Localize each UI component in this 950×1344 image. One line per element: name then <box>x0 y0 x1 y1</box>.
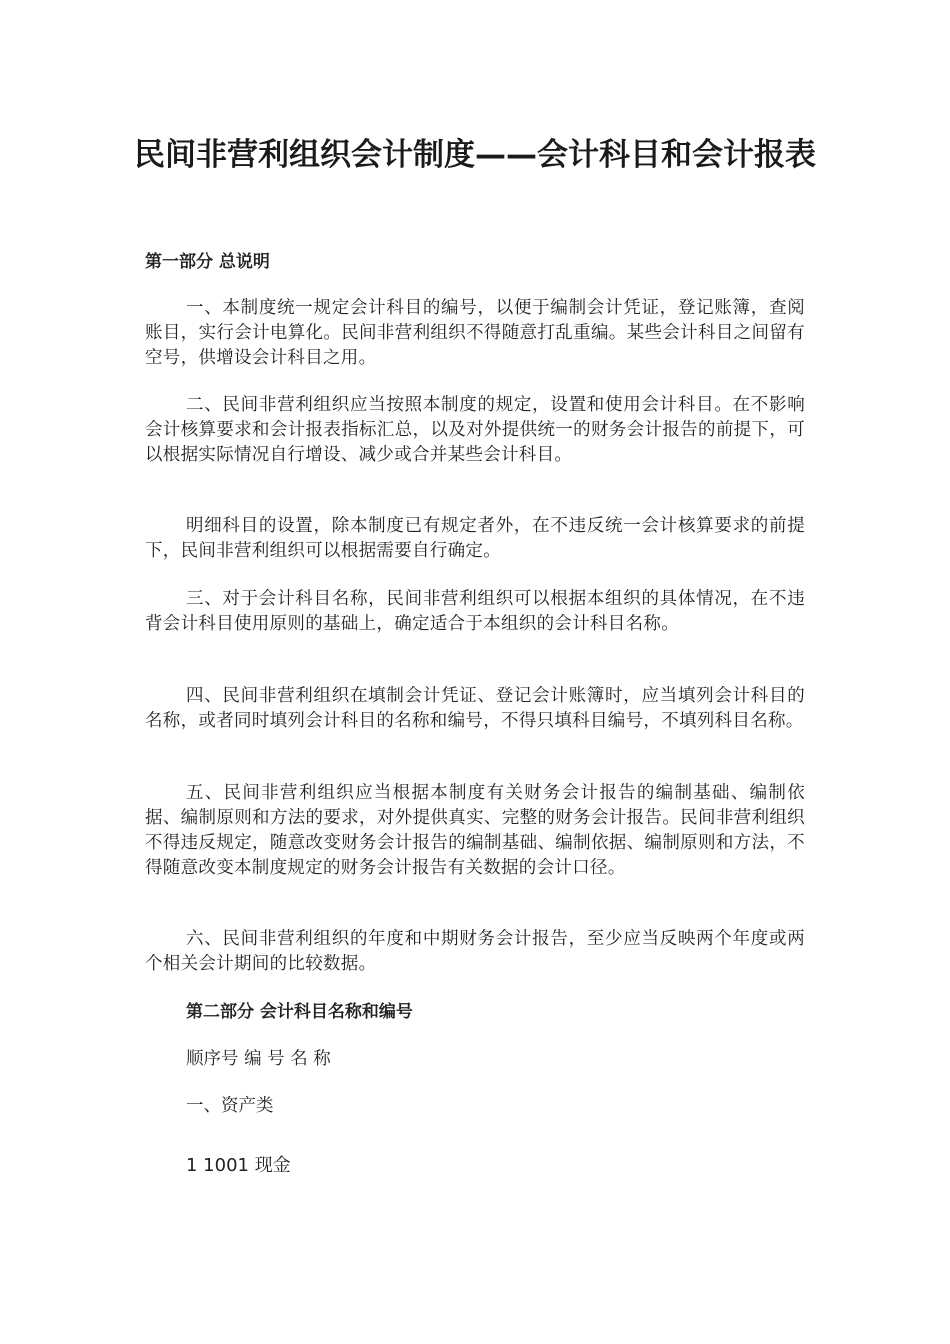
paragraph-3: 明细科目的设置，除本制度已有规定者外，在不违反统一会计核算要求的前提下，民间非营利组织可以根据需要自行确定。 <box>145 516 805 561</box>
paragraph-5: 四、民间非营利组织在填制会计凭证、登记会计账簿时，应当填列会计科目的名称，或者同时填列会计科目的名称和编号，不得只填科目编号，不填列科目名称。 <box>145 686 805 731</box>
paragraph-7: 六、民间非营利组织的年度和中期财务会计报告，至少应当反映两个年度或两个相关会计期间的比较数据。 <box>145 929 805 974</box>
part1-heading: 第一部分 总说明 <box>145 252 270 272</box>
paragraph-6: 五、民间非营利组织应当根据本制度有关财务会计报告的编制基础、编制依据、编制原则和方法的要求，对外提供真实、完整的财务会计报告。民间非营利组织不得违反规定，随意改变财务会计报告的编制基础、编制依据、编制原则和方法，不得随意改变本制度规定的财务会计报告有关数据的会计口径。 <box>145 783 805 878</box>
paragraph-1: 一、本制度统一规定会计科目的编号，以便于编制会计凭证，登记账簿，查阅账目，实行会计电算化。民间非营利组织不得随意打乱重编。某些会计科目之间留有空号，供增设会计科目之用。 <box>145 298 805 368</box>
account-entry: 1 1001 现金 <box>186 1155 291 1176</box>
document-title: 民间非营利组织会计制度——会计科目和会计报表 <box>134 137 816 173</box>
part2-heading: 第二部分 会计科目名称和编号 <box>186 1002 413 1022</box>
category-heading: 一、资产类 <box>186 1096 274 1116</box>
paragraph-4: 三、对于会计科目名称，民间非营利组织可以根据本组织的具体情况，在不违背会计科目使用原则的基础上，确定适合于本组织的会计科目名称。 <box>145 589 805 634</box>
column-header: 顺序号 编 号 名 称 <box>186 1049 331 1069</box>
paragraph-2: 二、民间非营利组织应当按照本制度的规定，设置和使用会计科目。在不影响会计核算要求和会计报表指标汇总，以及对外提供统一的财务会计报告的前提下，可以根据实际情况自行增设、减少或合并某些会计科目。 <box>145 395 805 465</box>
